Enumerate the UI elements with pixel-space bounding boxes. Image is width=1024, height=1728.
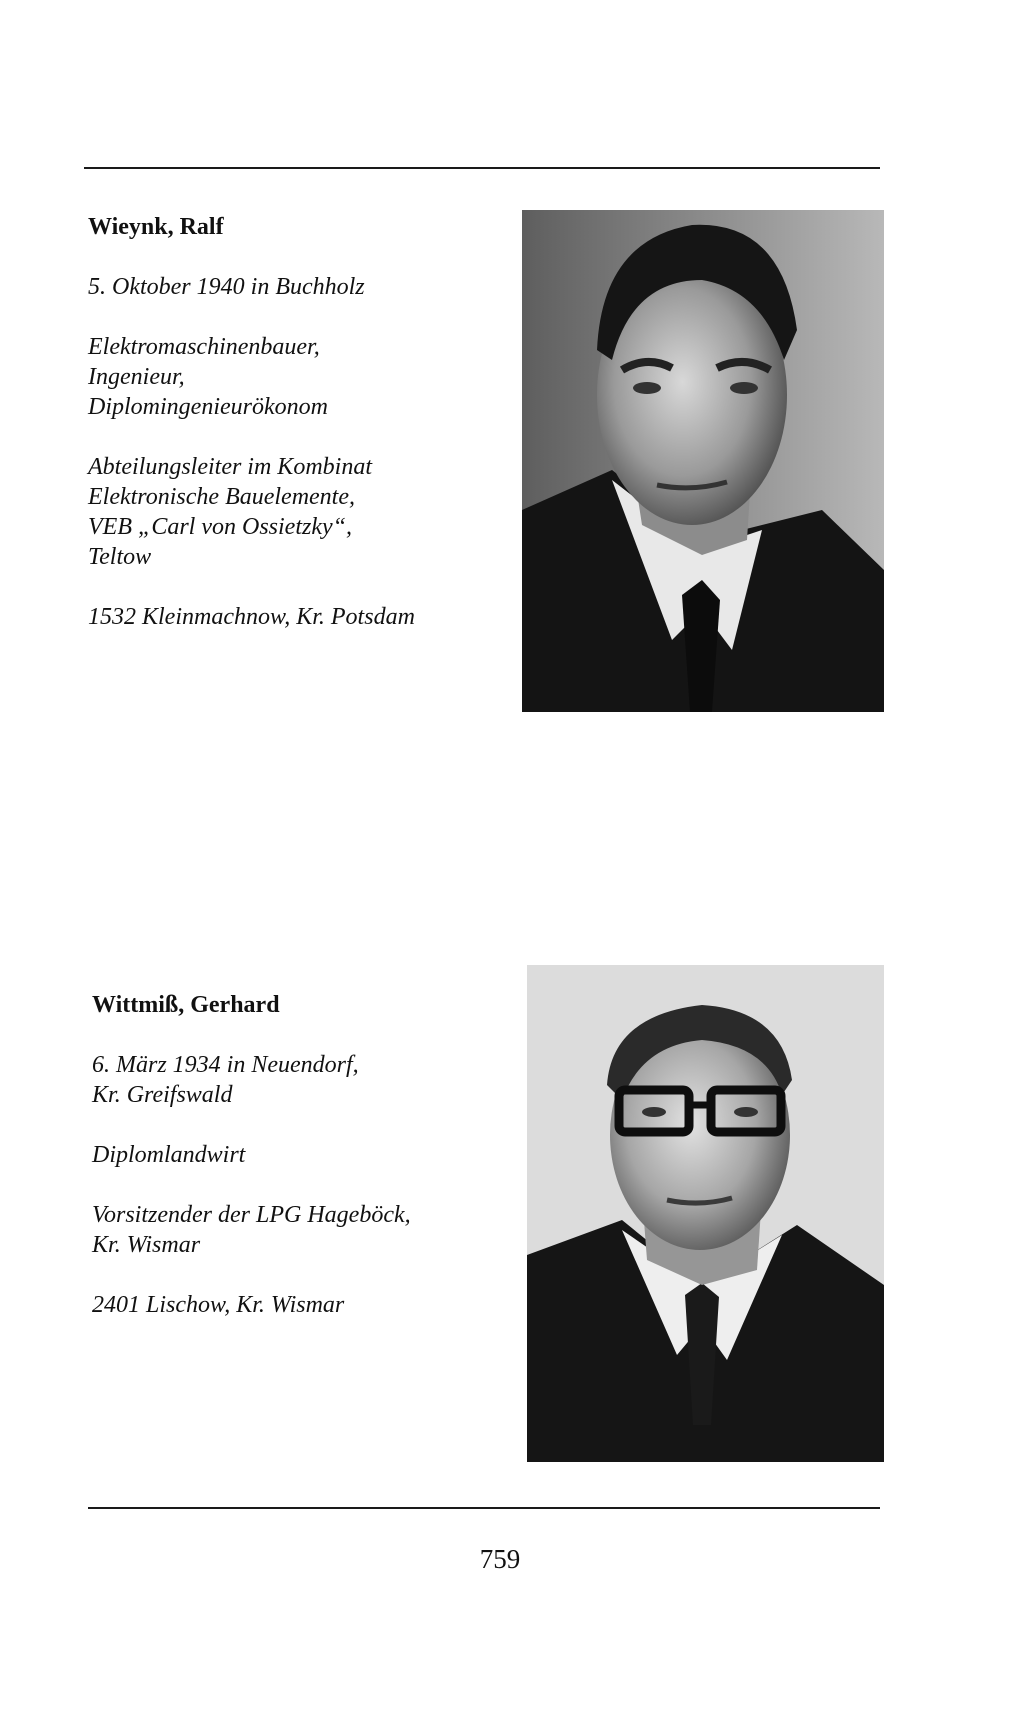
birth-line: 5. Oktober 1940 in Buchholz [88, 274, 365, 300]
portrait-photo [522, 210, 884, 712]
entry-name: Wieynk, Ralf [88, 214, 224, 240]
entry-birth [92, 1050, 492, 1110]
position-line: Abteilungsleiter im Kombinat [88, 454, 372, 480]
birth-line: Kr. Greifswald [92, 1082, 233, 1108]
entry-position [92, 1200, 492, 1260]
entry-name: Wittmiß, Gerhard [92, 992, 280, 1018]
position-line: VEB „Carl von Ossietzky“, [88, 514, 352, 540]
profession-line: Diplomingenieurökonom [88, 394, 328, 420]
top-rule [84, 167, 880, 169]
entry-address [88, 602, 488, 632]
profession-line: Diplomlandwirt [92, 1142, 246, 1168]
address-line: 1532 Kleinmachnow, Kr. Potsdam [88, 604, 415, 630]
address-line: 2401 Lischow, Kr. Wismar [92, 1292, 345, 1318]
position-line: Teltow [88, 544, 152, 570]
profession-line: Elektromaschinenbauer, [88, 334, 320, 360]
entry-address [92, 1290, 492, 1320]
entry-position [88, 452, 488, 572]
position-line: Vorsitzender der LPG Hageböck, [92, 1202, 411, 1228]
birth-line: 6. März 1934 in Neuendorf, [92, 1052, 359, 1078]
entry-profession [88, 332, 488, 422]
entry-text [88, 212, 488, 662]
entry-profession [92, 1140, 492, 1170]
portrait-illustration [522, 210, 884, 712]
position-line: Kr. Wismar [92, 1232, 201, 1258]
entry-text [92, 990, 492, 1350]
bottom-rule [88, 1507, 880, 1509]
entry-birth [88, 272, 488, 302]
profession-line: Ingenieur, [88, 364, 185, 390]
page-number: 759 [479, 1544, 521, 1574]
portrait-photo [527, 965, 884, 1462]
position-line: Elektronische Bauelemente, [88, 484, 355, 510]
portrait-illustration [527, 965, 884, 1462]
